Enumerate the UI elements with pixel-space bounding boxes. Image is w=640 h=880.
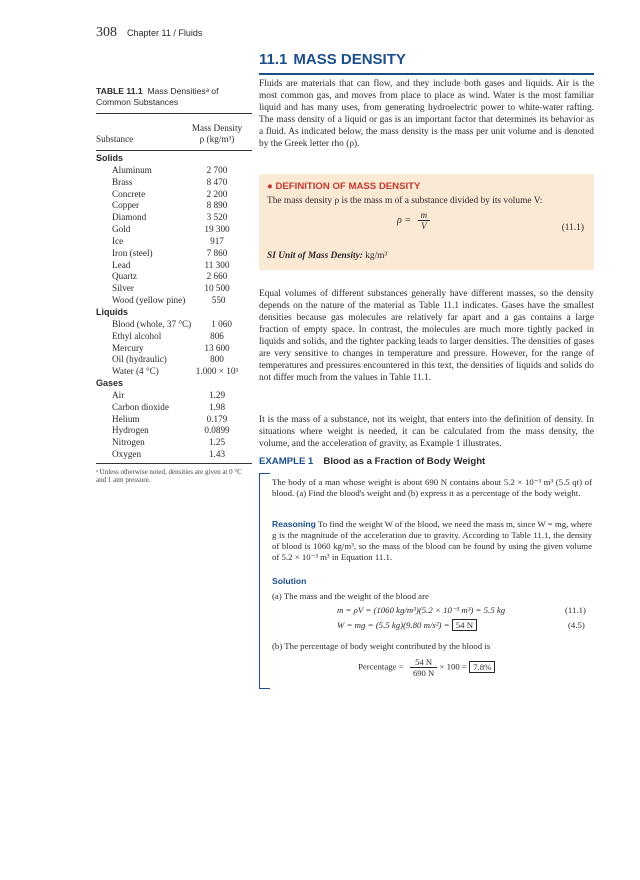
table-row (96, 248, 252, 260)
table-caption (96, 86, 252, 107)
density-value: 1.98 (208, 401, 226, 412)
percentage-fraction (410, 657, 437, 678)
example-reasoning (272, 519, 592, 563)
table-row (96, 260, 252, 272)
table-group-heading: Solids (96, 153, 124, 163)
substance-name: Silver (112, 283, 134, 294)
density-value: 3 520 (206, 212, 228, 223)
definition-equation (397, 210, 430, 231)
table-row (96, 437, 252, 449)
definition-box (259, 174, 594, 270)
equation-number: (11.1) (561, 223, 584, 233)
table-group-heading: Liquids (96, 306, 128, 317)
equation-fraction (418, 210, 431, 231)
table-row (96, 402, 252, 414)
example-bracket (259, 473, 270, 689)
mass-equation-number: (11.1) (565, 605, 586, 615)
example-problem: The body of a man whose weight is about 690 N contains about 5.2 × 10⁻³ m³ (5.5 qt) of blood. (a) Find the blood's weight and (b) express it as a percentage of the body weight. (272, 477, 592, 498)
solution-part-b: (b) The percentage of body weight contributed by the blood is (272, 641, 491, 651)
density-value: 2 660 (206, 271, 228, 282)
weight-paragraph: It is the mass of a substance, not its weight, that enters into the definition of density. In situations where weight is needed, it can be calculated from the mass density, the volume, and the acceleration of gravity, as Example 1 illustrates. (259, 415, 594, 449)
page-number: 308 (96, 25, 117, 40)
column-header-density (182, 123, 252, 144)
substance-name: Ice (112, 235, 124, 246)
percentage-numerator: 54 N (410, 657, 437, 668)
table-row (96, 165, 252, 177)
chapter-label: Chapter 11 / Fluids (127, 28, 203, 38)
definition-title: ● DEFINITION OF MASS DENSITY (267, 181, 421, 192)
table-row (96, 354, 252, 366)
density-value: 1.29 (208, 389, 226, 400)
percentage-lhs: Percentage = (358, 661, 404, 672)
density-value: 7 860 (206, 247, 228, 258)
table-group-heading: Gases (96, 378, 124, 389)
substance-name: Copper (112, 200, 140, 211)
table-row (96, 343, 252, 355)
density-value: 2 200 (206, 188, 228, 199)
density-value: 800 (210, 354, 224, 365)
percentage-rest: × 100 = (439, 661, 467, 672)
table-row (96, 366, 252, 378)
substance-name: Ethyl alcohol (112, 330, 162, 341)
solution-part-a: (a) The mass and the weight of the blood are (272, 591, 429, 601)
reasoning-label: Reasoning (272, 519, 316, 529)
density-value: 8 470 (206, 176, 228, 187)
table-bottom-rule (96, 463, 252, 464)
substance-name: Air (112, 389, 125, 400)
table-row (96, 449, 252, 461)
substance-name: Concrete (112, 188, 146, 199)
density-value: 19 300 (204, 224, 230, 235)
table-row (96, 331, 252, 343)
substance-name: Mercury (112, 342, 144, 353)
substance-name: Brass (112, 176, 133, 187)
substance-name: Wood (yellow pine) (112, 295, 186, 306)
table-footnote: ᵃ Unless otherwise noted, densities are given at 0 °C and 1 atm pressure. (96, 467, 242, 485)
percentage-answer-box: 7.8% (469, 661, 495, 673)
table-row (96, 177, 252, 189)
section-title: MASS DENSITY (293, 51, 406, 68)
substance-name: Water (4 °C) (112, 366, 159, 377)
substance-name: Blood (whole, 37 °C) (112, 318, 192, 329)
weight-equation-text: W = mg = (5.5 kg)(9.80 m/s²) = (337, 620, 450, 630)
density-value: 10 500 (204, 283, 230, 294)
mass-equation: m = ρV = (1060 kg/m³)(5.2 × 10⁻³ m³) = 5.5 kg (337, 605, 506, 615)
table-row (96, 236, 252, 248)
table-row (96, 200, 252, 212)
density-value: 1 060 (211, 318, 232, 329)
table-row (96, 212, 252, 224)
table-row (96, 295, 252, 307)
percentage-equation (358, 657, 495, 678)
equation-denominator: V (421, 221, 427, 231)
table-row (96, 224, 252, 236)
percentage-denominator: 690 N (412, 668, 435, 678)
substance-name: Carbon dioxide (112, 401, 169, 412)
table-body (96, 153, 252, 461)
density-value: 2 700 (206, 164, 228, 175)
table-row (96, 425, 252, 437)
density-table (96, 86, 252, 485)
density-value: 550 (211, 295, 226, 306)
density-value: 1.25 (208, 437, 226, 448)
substance-name: Lead (112, 259, 131, 270)
example-heading (259, 456, 485, 467)
density-value: 0.0899 (204, 425, 230, 436)
density-value: 11 300 (204, 259, 230, 270)
column-header-substance: Substance (96, 134, 134, 144)
si-unit-line (267, 251, 387, 261)
density-value: 0.179 (206, 413, 228, 424)
si-unit-label: SI Unit of Mass Density: (267, 251, 363, 261)
substance-name: Oil (hydraulic) (112, 354, 167, 365)
density-value: 13 600 (204, 342, 230, 353)
substance-name: Quartz (112, 271, 137, 282)
table-row (96, 283, 252, 295)
table-row (96, 271, 252, 283)
weight-equation-number: (4.5) (568, 620, 585, 630)
table-top-rule (96, 113, 252, 114)
equation-numerator: m (418, 210, 431, 221)
substance-name: Helium (112, 413, 140, 424)
substance-name: Nitrogen (112, 437, 145, 448)
table-row (96, 319, 252, 331)
table-header (96, 113, 252, 148)
density-value: 8 890 (206, 200, 228, 211)
substance-name: Gold (112, 224, 131, 235)
table-caption-text: Mass Densitiesᵃ of Common Substances (96, 86, 219, 107)
section-heading (259, 51, 594, 75)
table-row (96, 414, 252, 426)
table-row (96, 189, 252, 201)
definition-text: The mass density ρ is the mass m of a substance divided by its volume V: (267, 196, 543, 206)
intro-paragraph: Fluids are materials that can flow, and they include both gases and liquids. Air is the most common gas, and moves from place to place as wind. Water is the most familiar liquid and has many uses, from generating hydroelectric power to white-water rafting. The mass density of a liquid or gas is an important factor that determines its behavior as a fluid. As indicated below, the mass density is the mass per unit volume and is denoted by the Greek letter rho (ρ). (259, 79, 594, 149)
density-value: 1.000 × 10³ (195, 366, 239, 377)
reasoning-text: To find the weight W of the blood, we need the mass m, since W = mg, where g is the magnitude of the acceleration due to gravity. According to Table 11.1, the density of blood is 1060 kg/m³, so the mass of the blood can be found by using the given volume of 5.2 × 10⁻³ m³ in Equation 11.1. (272, 519, 592, 562)
weight-equation (337, 620, 477, 630)
substance-name: Oxygen (112, 449, 142, 460)
solution-label: Solution (272, 576, 307, 586)
example-label: EXAMPLE 1 (259, 456, 314, 467)
example-title: Blood as a Fraction of Body Weight (323, 456, 486, 467)
substance-name: Diamond (112, 212, 147, 223)
column-header-density-line2: ρ (kg/m³) (199, 133, 235, 144)
weight-answer-box: 54 N (452, 619, 477, 631)
section-number: 11.1 (259, 51, 288, 68)
table-header-rule (96, 150, 252, 151)
density-value: 917 (210, 235, 224, 246)
si-unit-value: kg/m³ (365, 251, 388, 261)
density-paragraph: Equal volumes of different substances generally have different masses, so the density depends on the nature of the material as Table 11.1 indicates. Gases have the smallest densities because gas molecules are relatively far apart and a gas contains a large fraction of empty space. In contrast, the molecules are much more tightly packed in liquids and solids, and the tighter packing leads to larger densities. The densities of gases are very sensitive to changes in temperature and pressure. However, for the range of temperatures and pressures encountered in this text, the densities of liquids and solids do not differ much from the values in Table 11.1. (259, 289, 594, 383)
substance-name: Aluminum (112, 164, 152, 175)
substance-name: Iron (steel) (112, 247, 153, 258)
substance-name: Hydrogen (112, 425, 149, 436)
equation-lhs: ρ = (397, 214, 412, 226)
table-row (96, 390, 252, 402)
table-label: TABLE 11.1 (96, 86, 143, 96)
density-value: 806 (210, 330, 224, 341)
column-header-density-line1: Mass Density (191, 123, 243, 133)
density-value: 1.43 (208, 449, 226, 460)
